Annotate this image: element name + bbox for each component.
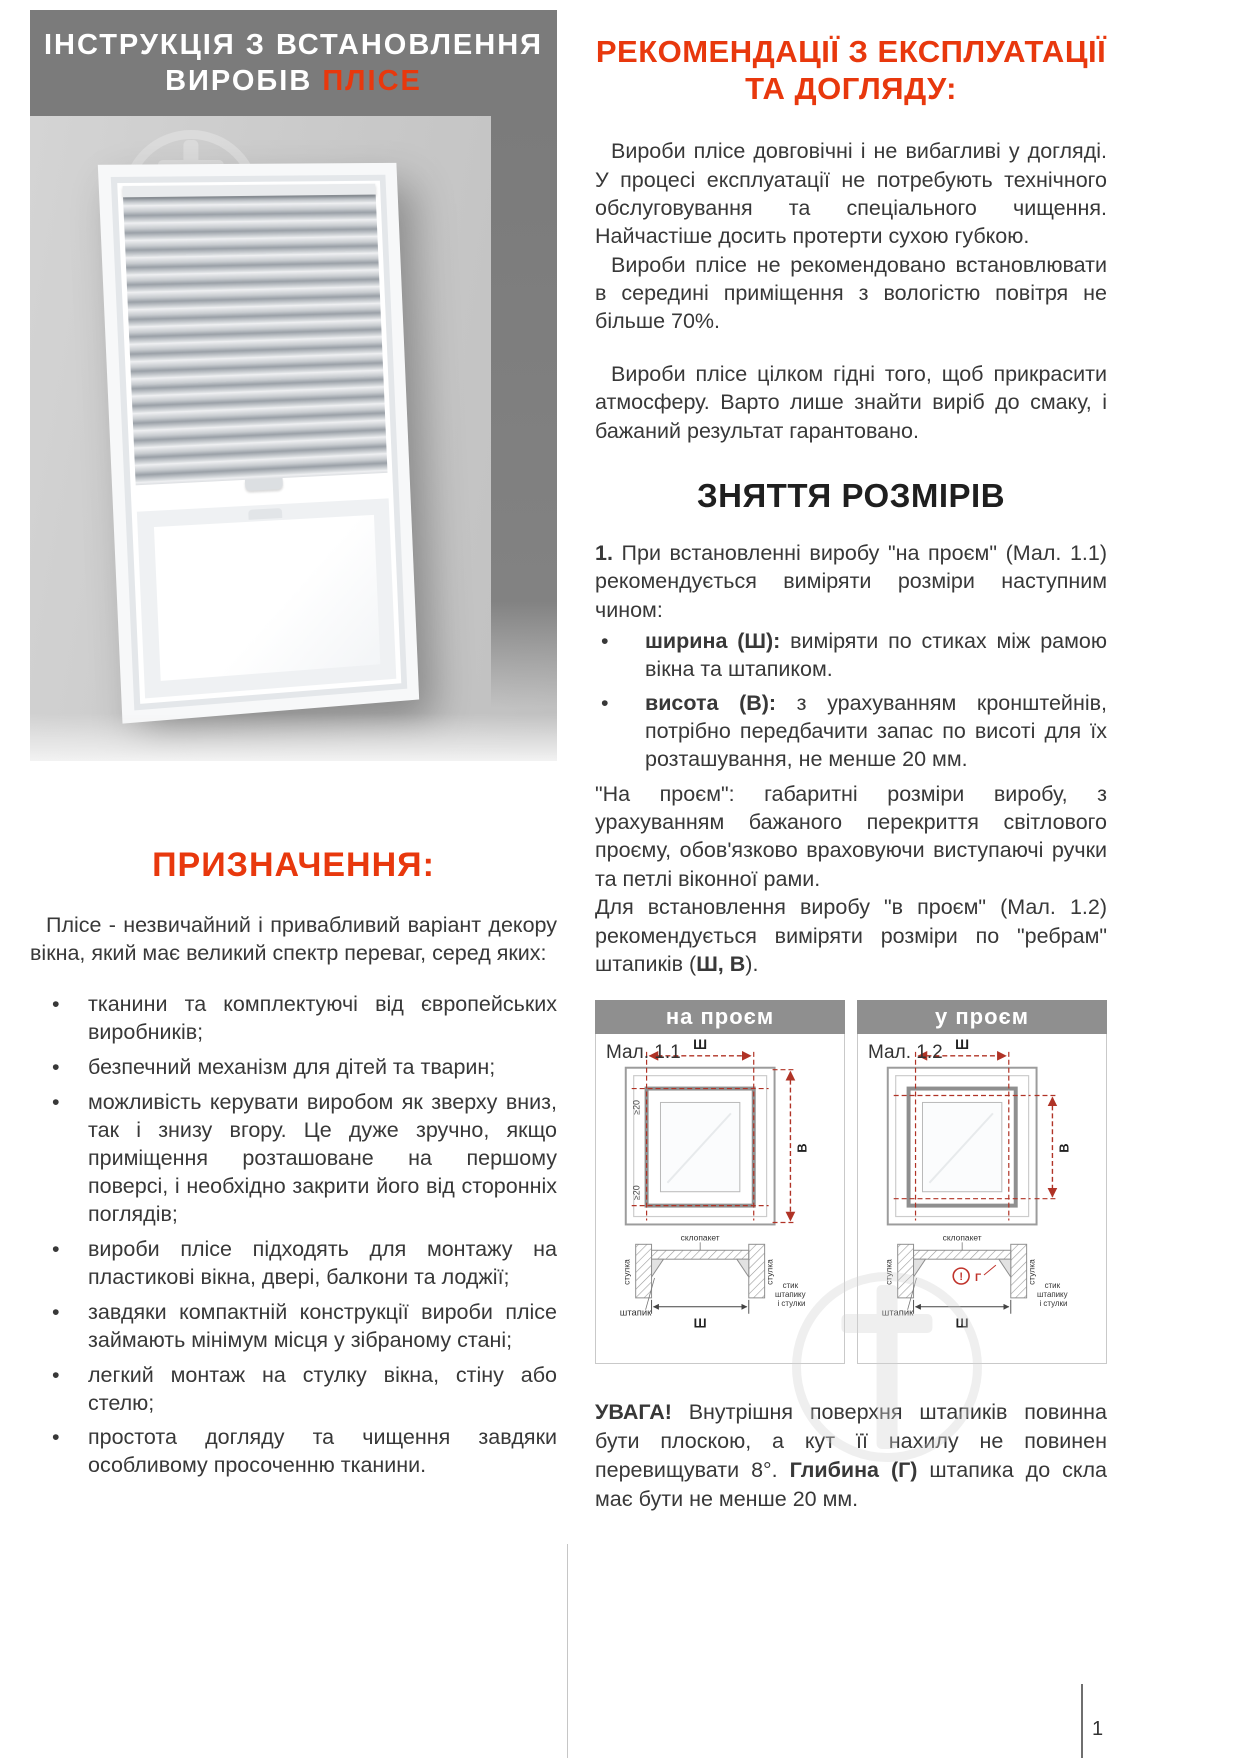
fig2-stulka-left: стулка — [883, 1259, 894, 1286]
figure1-diagram — [596, 1034, 844, 1363]
attention-text-2: штапика до скла має бути не менше 20 мм. — [595, 1458, 1108, 1512]
fig2-styk-label: стик штапику і стулки — [1037, 1281, 1068, 1309]
figure1-body — [595, 1034, 845, 1364]
pleated-blind — [123, 186, 388, 485]
figures-row — [595, 1000, 1107, 1364]
purpose-bullet: • простота догляду та чищення завдяки особливому просоченню тканини. — [30, 1424, 557, 1480]
window-glass — [154, 515, 380, 681]
window-inner — [111, 175, 407, 711]
height-text: з урахуванням кронштейнів, потрібно передбачити запас по висоті для їх розташування, не менше 20 мм. — [645, 690, 1107, 771]
doc-title-line2-white: ВИРОБІВ — [165, 64, 323, 97]
purpose-bullet: • легкий монтаж на стулку вікна, стіну або стелю; — [30, 1362, 557, 1418]
fig1-bottom-width-label: Ш — [693, 1315, 707, 1331]
doc-title-line2 — [165, 65, 422, 97]
measuring-step-text: При встановленні виробу "на проєм" (Мал. 1.1) рекомендується виміряти розміри наступним чином: — [595, 540, 1107, 622]
window-sash — [137, 498, 396, 698]
attention-label: УВАГА! — [595, 1400, 672, 1425]
fig2-height-label: В — [1056, 1143, 1072, 1154]
figure2-caption: Мал. 1.2 — [868, 1042, 943, 1064]
column-divider-line — [567, 1544, 568, 1758]
fig2-bottom-width-label: Ш — [955, 1315, 969, 1331]
v-proem-text: Для встановлення виробу "в проєм" (Мал. 1.2) рекомендується виміряти розміри по "ребрам" штапиків ( — [595, 895, 1107, 976]
left-header-banner — [30, 10, 557, 116]
purpose-intro: Плісе - незвичайний і привабливий варіант декору вікна, який має великий спектр переваг, серед яких: — [30, 913, 557, 966]
fig2-sklopaket-label: склопакет — [942, 1232, 982, 1243]
photo-fade — [30, 713, 557, 761]
fig1-ge20-top: ≥20 — [631, 1100, 642, 1116]
purpose-bullet: • тканини та комплектуючі від європейських виробників; — [30, 991, 557, 1047]
recommendations-paragraph-1: Вироби плісе довговічні і не вибагливі у догляді. У процесі експлуатації не потребують технічного обслуговування та спеціального чищення. Найчастіше досить протерти сухою губкою. — [595, 139, 1107, 249]
fig2-width-label: Ш — [955, 1036, 970, 1053]
figure-u-proem — [857, 1000, 1107, 1364]
purpose-bullet: • безпечний механізм для дітей та тварин; — [30, 1054, 557, 1082]
measuring-bullet-width — [595, 628, 1107, 684]
window-illustration — [98, 163, 419, 724]
attention-bold: Глибина (Г) — [789, 1458, 918, 1483]
photo-wall-shadow — [491, 116, 557, 708]
measuring-title: ЗНЯТТЯ РОЗМІРІВ — [696, 476, 1006, 514]
v-proem-paragraph — [595, 893, 1107, 978]
right-column — [595, 34, 1107, 1536]
height-label: висота (В): — [645, 690, 777, 715]
purpose-bullet: • можливість керувати виробом як зверху вниз, так і знизу вгору. Це дуже зручно, якщо приміщення розташоване на першому поверсі, і необхідно закрити його від сторонніх поглядів; — [30, 1089, 557, 1229]
width-text: виміряти по стиках між рамою вікна та штапиком. — [645, 629, 1107, 681]
purpose-list — [30, 991, 557, 1480]
fig1-height-label: В — [794, 1143, 810, 1154]
figure1-caption: Мал. 1.1 — [606, 1042, 681, 1064]
attention-text-1: Внутрішня поверхня штапиків повинна бути плоскою, а кут її нахилу не повинен перевищувати 8°. — [595, 1400, 1107, 1483]
fig1-shtapik-label: штапик — [619, 1307, 652, 1319]
purpose-section — [30, 846, 557, 1487]
figure2-body — [857, 1034, 1107, 1364]
fig2-warning-mark: ! — [959, 1271, 963, 1284]
attention-paragraph — [595, 1398, 1107, 1514]
figure-na-proem — [595, 1000, 845, 1364]
purpose-title: ПРИЗНАЧЕННЯ: — [152, 846, 435, 884]
fig2-depth-label: Г — [975, 1272, 982, 1285]
purpose-bullet: • вироби плісе підходять для монтажу на пластикові вікна, двері, балкони та лоджії; — [30, 1236, 557, 1292]
fig1-styk-label: стик штапику і стулки — [775, 1281, 806, 1309]
fig1-ge20-bottom: ≥20 — [631, 1185, 642, 1201]
figure2-diagram — [858, 1034, 1106, 1363]
blind-handle — [245, 478, 283, 491]
figure1-banner: на проєм — [595, 1000, 845, 1034]
fig1-stulka-left: стулка — [621, 1259, 632, 1286]
width-label: ширина (Ш): — [645, 629, 781, 654]
page-number-rule — [1081, 1684, 1083, 1758]
recommendations-title-line1: РЕКОМЕНДАЦІЇ З ЕКСПЛУАТАЦІЇ — [595, 34, 1107, 69]
v-proem-bold: Ш, В — [696, 951, 746, 976]
measuring-list — [595, 628, 1107, 774]
recommendations-title-line2: ТА ДОГЛЯДУ: — [745, 70, 957, 106]
fig1-sklopaket-label: склопакет — [680, 1232, 720, 1243]
measuring-step-1 — [595, 539, 1107, 624]
page-number: 1 — [1092, 1718, 1104, 1740]
recommendations-paragraph-2: Вироби плісе не рекомендовано встановлювати в середині приміщення з вологістю повітря не більше 70%. — [595, 252, 1107, 334]
na-proem-paragraph: "На проєм": габаритні розміри виробу, з урахуванням бажаного перекриття світлового проєму, обов'язково враховуючи виступаючі ручки та петлі віконної рами. — [595, 781, 1107, 891]
window-frame — [98, 163, 419, 724]
fig1-width-label: Ш — [693, 1036, 708, 1053]
blind-top-rail — [123, 184, 376, 198]
recommendations-paragraph-3: Вироби плісе цілком гідні того, щоб прикрасити атмосферу. Варто лише знайти виріб до смаку, і бажаний результат гарантовано. — [595, 361, 1107, 443]
doc-title-line1: ІНСТРУКЦІЯ З ВСТАНОВЛЕННЯ — [43, 29, 544, 62]
product-photo — [30, 116, 557, 761]
recommendations-title — [595, 34, 1107, 107]
v-proem-end: ). — [745, 951, 759, 976]
sash-handle — [248, 508, 282, 520]
purpose-bullet: • завдяки компактній конструкції вироби плісе займають мінімум місця у зібраному стані; — [30, 1299, 557, 1355]
fig2-stulka-right: стулка — [1026, 1259, 1037, 1286]
measuring-step-number: 1. — [595, 540, 613, 565]
fig1-stulka-right: стулка — [764, 1259, 775, 1286]
measuring-bullet-height — [595, 690, 1107, 774]
fig2-shtapik-label: штапик — [881, 1307, 914, 1319]
doc-title-line2-accent: ПЛІСЕ — [322, 64, 422, 97]
figure2-banner: у проєм — [857, 1000, 1107, 1034]
